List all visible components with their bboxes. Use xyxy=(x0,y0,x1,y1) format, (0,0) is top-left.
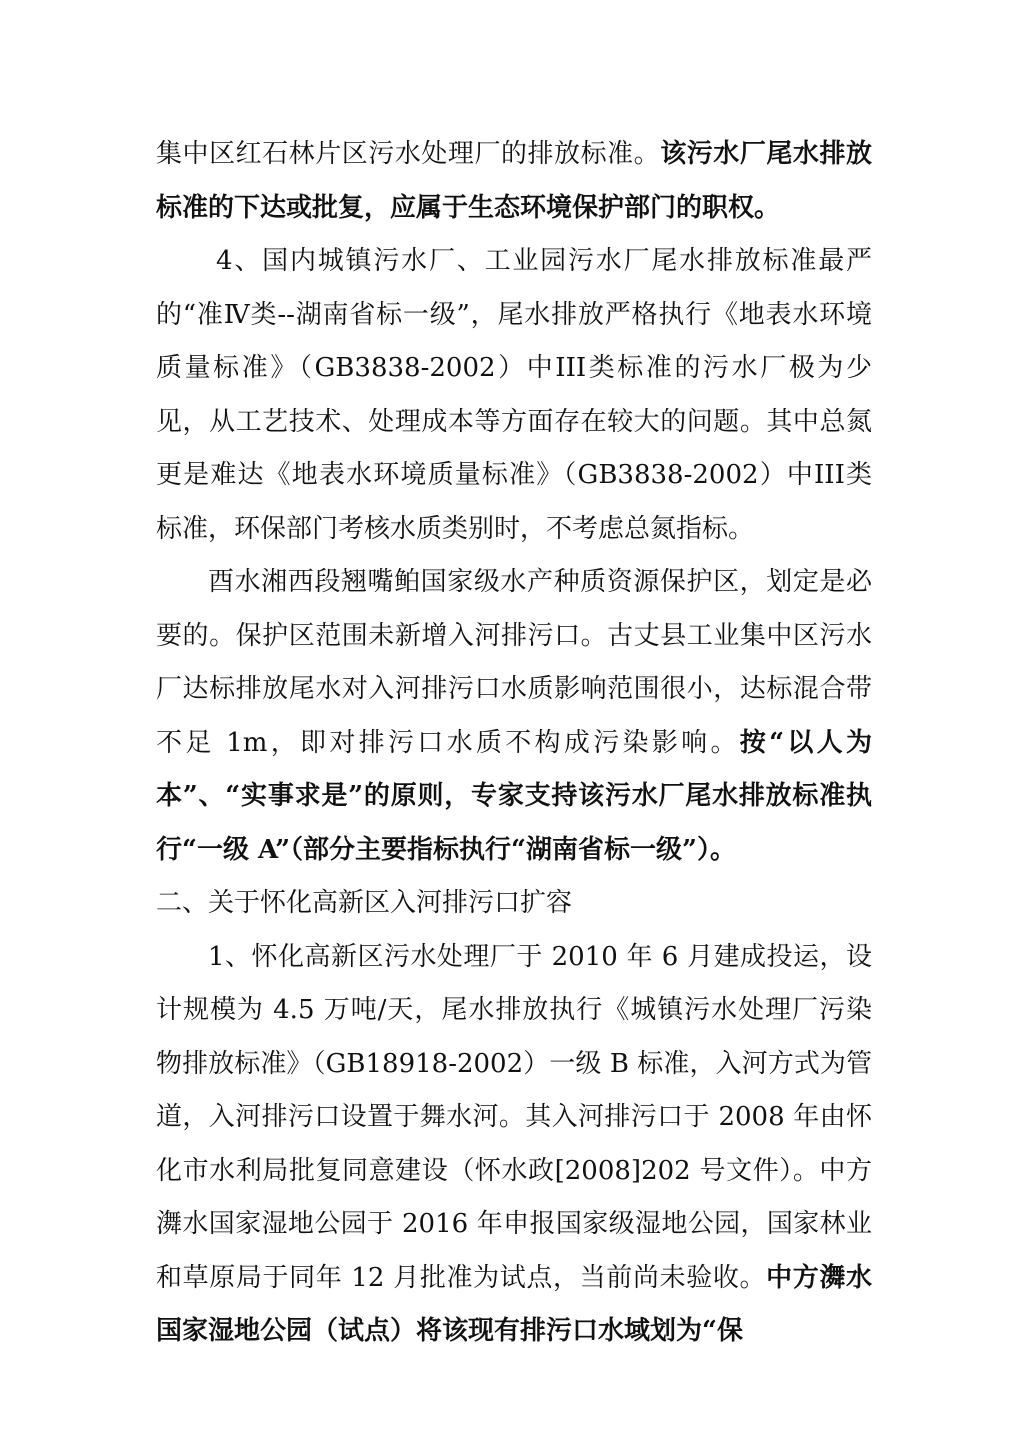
section-heading xyxy=(156,877,872,931)
text-run: 1、怀化高新区污水处理厂于 2010 年 6 月建成投运，设计规模为 4.5 万吨/天，尾水排放执行《城镇污水处理厂污染物排放标准》（GB18918-2002）一级 B 标准，入河方式为管道，入河排污口设置于舞水河。其入河排污口于 2008 年由怀化市水利局批复同意建设（怀水政[2008]202 号文件）。中方㵲水国家湿地公园于 2016 年申报国家级湿地公园，国家林业和草原局于同年 12 月批准为试点，当前尚未验收。 xyxy=(156,941,872,1293)
document-body xyxy=(156,128,872,1359)
paragraph-protection-zone xyxy=(156,556,872,877)
bold-text-run: 中方㵲水国家湿地公园（试点）将该现有排污口水域划为“保 xyxy=(156,1262,872,1346)
paragraph-standard-authority xyxy=(156,128,872,235)
text-run: 集中区红石林片区污水处理厂的排放标准。 xyxy=(156,139,661,169)
bold-text-run: 该污水厂尾水排放标准的下达或批复，应属于生态环境保护部门的职权。 xyxy=(156,139,872,223)
text-run: 4、国内城镇污水厂、工业园污水厂尾水排放标准最严的“准Ⅳ类--湖南省标一级”，尾水排放严格执行《地表水环境质量标准》（GB3838-2002）中III类标准的污水厂极为少见，从工艺技术、处理成本等方面存在较大的问题。其中总氮更是难达《地表水环境质量标准》（GB3838-2002）中III类标准，环保部门考核水质类别时，不考虑总氮指标。 xyxy=(156,246,872,544)
paragraph-point-1 xyxy=(156,931,872,1359)
paragraph-point-4 xyxy=(156,235,872,556)
text-run: 酉水湘西段翘嘴鲌国家级水产种质资源保护区，划定是必要的。保护区范围未新增入河排污口。古丈县工业集中区污水厂达标排放尾水对入河排污口水质影响范围很小，达标混合带不足 1m，即对排污口水质不构成污染影响。 xyxy=(156,567,872,758)
heading-text: 二、关于怀化高新区入河排污口扩容 xyxy=(156,888,573,918)
bold-text-run: 按“以人为本”、“实事求是”的原则，专家支持该污水厂尾水排放标准执行“一级 A”（部分主要指标执行“湖南省标一级”）。 xyxy=(156,727,872,865)
